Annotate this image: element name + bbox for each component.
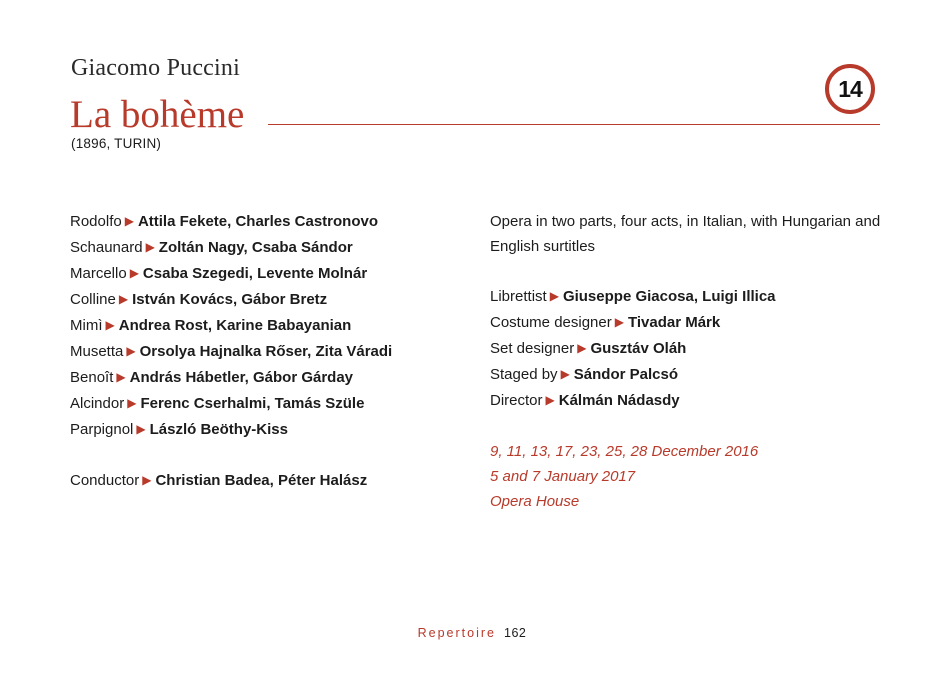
role-label: Musetta: [70, 343, 124, 360]
performer-names: Andrea Rost, Karine Babayanian: [118, 317, 352, 334]
arrow-right-icon: ▶: [105, 318, 115, 332]
arrow-right-icon: ▶: [145, 240, 155, 254]
credit-row: [490, 388, 910, 414]
cast-row: [70, 287, 470, 313]
cast-row: [70, 235, 470, 261]
arrow-right-icon: ▶: [142, 473, 152, 487]
performer-names: Attila Fekete, Charles Castronovo: [137, 213, 379, 230]
arrow-right-icon: ▶: [560, 367, 570, 381]
credit-row: [490, 362, 910, 388]
performance-dates: 5 and 7 January 2017: [490, 468, 636, 485]
role-label: Rodolfo: [70, 213, 122, 230]
arrow-right-icon: ▶: [614, 315, 624, 329]
info-column: [490, 209, 910, 514]
role-label: Staged by: [490, 366, 558, 383]
cast-column: [70, 209, 470, 494]
opera-title: La bohème: [70, 93, 245, 136]
arrow-right-icon: ▶: [577, 341, 587, 355]
description-line: Opera in two parts, four acts, in Italian, with Hungarian and: [490, 213, 881, 230]
arrow-right-icon: ▶: [116, 370, 126, 384]
venue: Opera House: [490, 493, 580, 510]
arrow-right-icon: ▶: [127, 396, 137, 410]
arrow-right-icon: ▶: [129, 266, 139, 280]
credit-row: [490, 310, 910, 336]
arrow-right-icon: ▶: [126, 344, 136, 358]
arrow-right-icon: ▶: [549, 289, 559, 303]
spacer: [490, 414, 910, 439]
page-footer: [0, 626, 944, 640]
credit-names: Kálmán Nádasdy: [558, 392, 680, 409]
conductor-row: [70, 468, 470, 494]
role-label: Set designer: [490, 340, 575, 357]
arrow-right-icon: ▶: [124, 214, 134, 228]
arrow-right-icon: ▶: [118, 292, 129, 306]
page-number: 162: [504, 626, 527, 640]
arrow-right-icon: ▶: [136, 422, 146, 436]
performance-dates: 9, 11, 13, 17, 23, 25, 28 December 2016: [490, 443, 759, 460]
role-label: Conductor: [70, 472, 140, 489]
credit-names: Tivadar Márk: [627, 314, 721, 331]
cast-row: [70, 209, 470, 235]
performer-names: Zoltán Nagy, Csaba Sándor: [158, 239, 353, 256]
title-divider: [268, 124, 880, 125]
premiere-info: (1896, TURIN): [71, 136, 162, 151]
role-label: Librettist: [490, 288, 547, 305]
role-label: Parpignol: [70, 421, 134, 438]
credit-names: Gusztáv Oláh: [590, 340, 687, 357]
cast-row: [70, 339, 470, 365]
performer-names: Csaba Szegedi, Levente Molnár: [142, 265, 368, 282]
credit-row: [490, 284, 910, 310]
credit-row: [490, 336, 910, 362]
section-name: Repertoire: [417, 626, 496, 640]
role-label: Alcindor: [70, 395, 125, 412]
description-line: English surtitles: [490, 238, 596, 255]
cast-row: [70, 391, 470, 417]
performer-names: András Hábetler, Gábor Gárday: [129, 369, 354, 386]
cast-row: [70, 313, 470, 339]
role-label: Mimì: [70, 317, 103, 334]
role-label: Schaunard: [70, 239, 143, 256]
performer-names: Orsolya Hajnalka Rőser, Zita Váradi: [139, 343, 393, 360]
role-label: Colline: [70, 291, 116, 308]
arrow-right-icon: ▶: [545, 393, 555, 407]
performer-names: Ferenc Cserhalmi, Tamás Szüle: [140, 395, 365, 412]
role-label: Director: [490, 392, 543, 409]
spacer: [70, 443, 470, 468]
performer-names: László Beöthy-Kiss: [149, 421, 288, 438]
cast-row: [70, 261, 470, 287]
credit-names: Sándor Palcsó: [573, 366, 678, 383]
performer-names: István Kovács, Gábor Bretz: [132, 291, 328, 308]
credit-names: Giuseppe Giacosa, Luigi Illica: [562, 288, 776, 305]
cast-row: [70, 417, 470, 443]
role-label: Benoît: [70, 369, 114, 386]
composer-name: Giacomo Puccini: [71, 55, 240, 81]
spacer: [490, 259, 910, 284]
performer-names: Christian Badea, Péter Halász: [155, 472, 368, 489]
production-number-badge: 14: [825, 64, 875, 114]
role-label: Costume designer: [490, 314, 612, 331]
cast-row: [70, 365, 470, 391]
role-label: Marcello: [70, 265, 127, 282]
